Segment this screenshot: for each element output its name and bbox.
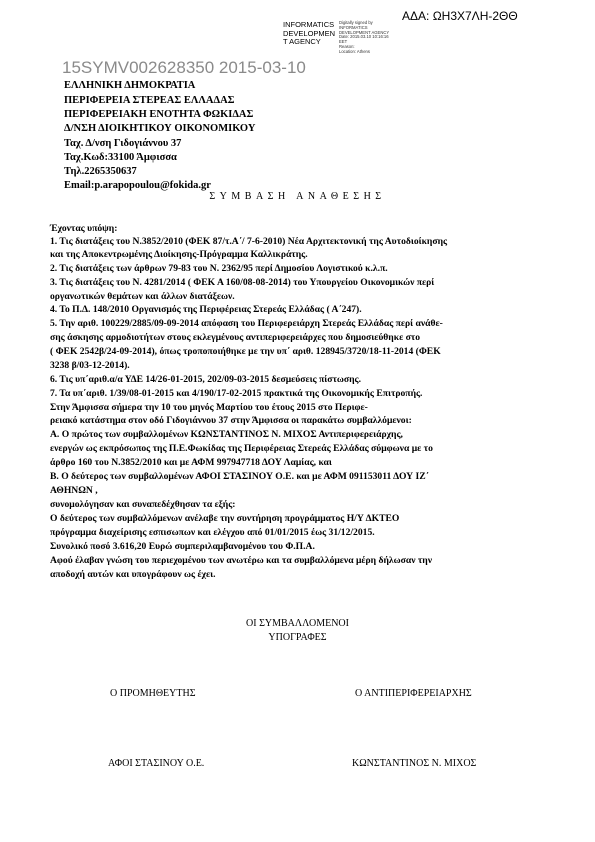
body-line: αποδοχή αυτών και υπογράφουν ως έχει. — [50, 569, 216, 580]
body-line: ( ΦΕΚ 2542β/24-09-2014), όπως τροποποιήθηκε με την υπ΄ αριθ. 128945/3720/18-11-2014 (ΦΕΚ — [50, 346, 441, 357]
header-line: ΠΕΡΙΦΕΡΕΙΑ ΣΤΕΡΕΑΣ ΕΛΛΑΔΑΣ — [64, 95, 235, 106]
signature-line: Digitally signed by — [339, 20, 373, 25]
body-line: και της Αποκεντρωμένης Διοίκησης-Πρόγραμμα Καλλικράτης. — [50, 249, 308, 260]
body-line: οργανωτικών θεμάτων και άλλων διατάξεων. — [50, 291, 235, 302]
body-line: συνομολόγησαν και συναπεδέχθησαν τα εξής: — [50, 499, 236, 510]
body-line: άρθρο 160 του Ν.3852/2010 και με ΑΦΜ 997947718 ΔΟΥ Λαμίας, και — [50, 457, 332, 468]
logo-line: INFORMATICS — [283, 20, 335, 29]
body-line: πρόγραμμα διαχείρισης εσπισωπων και ελέγχου από 01/01/2015 έως 31/12/2015. — [50, 527, 375, 538]
body-line: Β. Ο δεύτερος των συμβαλλομένων ΑΦΟΙ ΣΤΑΣΙΝΟΥ Ο.Ε. και με ΑΦΜ 091153011 ΔΟΥ ΙΖ΄ — [50, 471, 429, 482]
header-line: Email:p.arapopoulou@fokida.gr — [64, 180, 211, 191]
body-line: ενεργών ως εκπρόσωπος της Π.Ε.Φωκίδας της Περιφέρειας Στερεάς Ελλάδας σύμφωνα με το — [50, 443, 433, 454]
body-line: σης άσκησης αρμοδιοτήτων στους εκλεγμένους αντιπεριφερειάρχες που δημοσιεύθηκε στο — [50, 332, 421, 343]
body-line: 7. Τα υπ΄αριθ. 1/39/08-01-2015 και 4/190/17-02-2015 πρακτικά της Οικονομικής Επιτροπής. — [50, 388, 423, 399]
ada-code: ΑΔΑ: ΩΗ3Χ7ΛΗ-2ΘΘ — [402, 9, 518, 23]
supplier-role-label: Ο ΠΡΟΜΗΘΕΥΤΗΣ — [110, 688, 196, 699]
body-line: Ο δεύτερος των συμβαλλόμενων ανέλαβε την συντήρηση προγράμματος Η/Υ ΔΚΤΕΟ — [50, 513, 400, 524]
vice-governor-role-label: Ο ΑΝΤΙΠΕΡΙΦΕΡΕΙΑΡΧΗΣ — [355, 688, 472, 699]
signature-line: INFORMATICS — [339, 24, 368, 30]
logo-line: T AGENCY — [283, 37, 321, 46]
signature-line: Location: Athens — [339, 48, 370, 54]
signatories-heading: ΟΙ ΣΥΜΒΑΛΛΟΜΕΝΟΙ — [246, 618, 349, 629]
body-line: 5. Την αριθ. 100229/2885/09-09-2014 απόφαση του Περιφερειάρχη Στερεάς Ελλάδας περί ανάθε- — [50, 318, 443, 329]
header-line: ΕΛΛΗΝΙΚΗ ΔΗΜΟΚΡΑΤΙΑ — [64, 80, 196, 91]
body-line: Έχοντας υπόψη: — [50, 223, 118, 234]
header-line: Ταχ. Δ/νση Γιδογιάννου 37 — [64, 138, 182, 149]
body-line: Στην Άμφισσα σήμερα την 10 του μηνός Μαρτίου του έτους 2015 στο Περιφε- — [50, 402, 368, 413]
body-line: 3238 β/03-12-2014). — [50, 360, 130, 371]
signature-line: DEVELOPMENT AGENCY — [339, 29, 390, 35]
signature-line: EET — [339, 39, 348, 45]
body-line: 2. Τις διατάξεις των άρθρων 79-83 του Ν. 2362/95 περί Δημοσίου Λογιστικού κ.λ.π. — [50, 263, 388, 274]
vice-governor-name: ΚΩΝΣΤΑΝΤΙΝΟΣ Ν. ΜΙΧΟΣ — [352, 758, 477, 769]
body-line: Συνολικό ποσό 3.616,20 Ευρώ συμπεριλαμβανομένου του Φ.Π.Α. — [50, 541, 315, 552]
signature-line: Date: 2015.03.10 10:16:16 — [339, 34, 389, 40]
body-line: ρειακό κατάστημα στον οδό Γιδογιάννου 37 στην Άμφισσα οι παρακάτω συμβαλλόμενοι: — [50, 415, 412, 426]
header-line: Τηλ.2265350637 — [64, 166, 137, 177]
body-line: Α. Ο πρώτος των συμβαλλομένων ΚΩΝΣΤΑΝΤΙΝΟΣ Ν. ΜΙΧΟΣ Αντιπεριφερειάρχης, — [50, 429, 403, 440]
body-line: 4. Το Π.Δ. 148/2010 Οργανισμός της Περιφέρειας Στερεάς Ελλάδας ( Α΄247). — [50, 304, 362, 315]
header-line: Ταχ.Κωδ:33100 Άμφισσα — [64, 152, 177, 163]
body-line: 3. Τις διατάξεις του Ν. 4281/2014 ( ΦΕΚ Α 160/08-08-2014) του Υπουργείου Οικονομικών περί — [50, 277, 435, 288]
digital-signature-box — [339, 21, 389, 55]
signature-line: Reason: — [339, 43, 355, 49]
body-line: 6. Τις υπ΄αριθ.α/α ΥΔΕ 14/26-01-2015, 202/09-03-2015 δεσμεύσεις πίστωσης. — [50, 374, 361, 385]
body-line: 1. Τις διατάξεις του Ν.3852/2010 (ΦΕΚ 87/τ.Α΄/ 7-6-2010) Νέα Αρχιτεκτονική της Αυτοδιοίκησης — [50, 236, 448, 247]
signatures-heading: ΥΠΟΓΡΑΦΕΣ — [268, 632, 327, 643]
header-line: Δ/ΝΣΗ ΔΙΟΙΚΗΤΙΚΟΥ ΟΙΚΟΝΟΜΙΚΟΥ — [64, 123, 256, 134]
body-line: Αφού έλαβαν γνώση του περιεχομένου των ανωτέρω και τα συμβαλλόμενα μέρη δήλωσαν την — [50, 555, 433, 566]
document-id-stamp: 15SYMV002628350 2015-03-10 — [62, 58, 306, 77]
header-line: ΠΕΡΙΦΕΡΕΙΑΚΗ ΕΝΟΤΗΤΑ ΦΩΚΙΔΑΣ — [64, 109, 254, 120]
body-line: ΑΘΗΝΩΝ , — [50, 485, 98, 496]
informatics-logo — [283, 21, 335, 47]
logo-line: DEVELOPMEN — [283, 28, 336, 38]
document-title: ΣΥΜΒΑΣΗ ΑΝΑΘΕΣΗΣ — [209, 191, 386, 202]
supplier-name: ΑΦΟΙ ΣΤΑΣΙΝΟΥ Ο.Ε. — [108, 758, 205, 769]
